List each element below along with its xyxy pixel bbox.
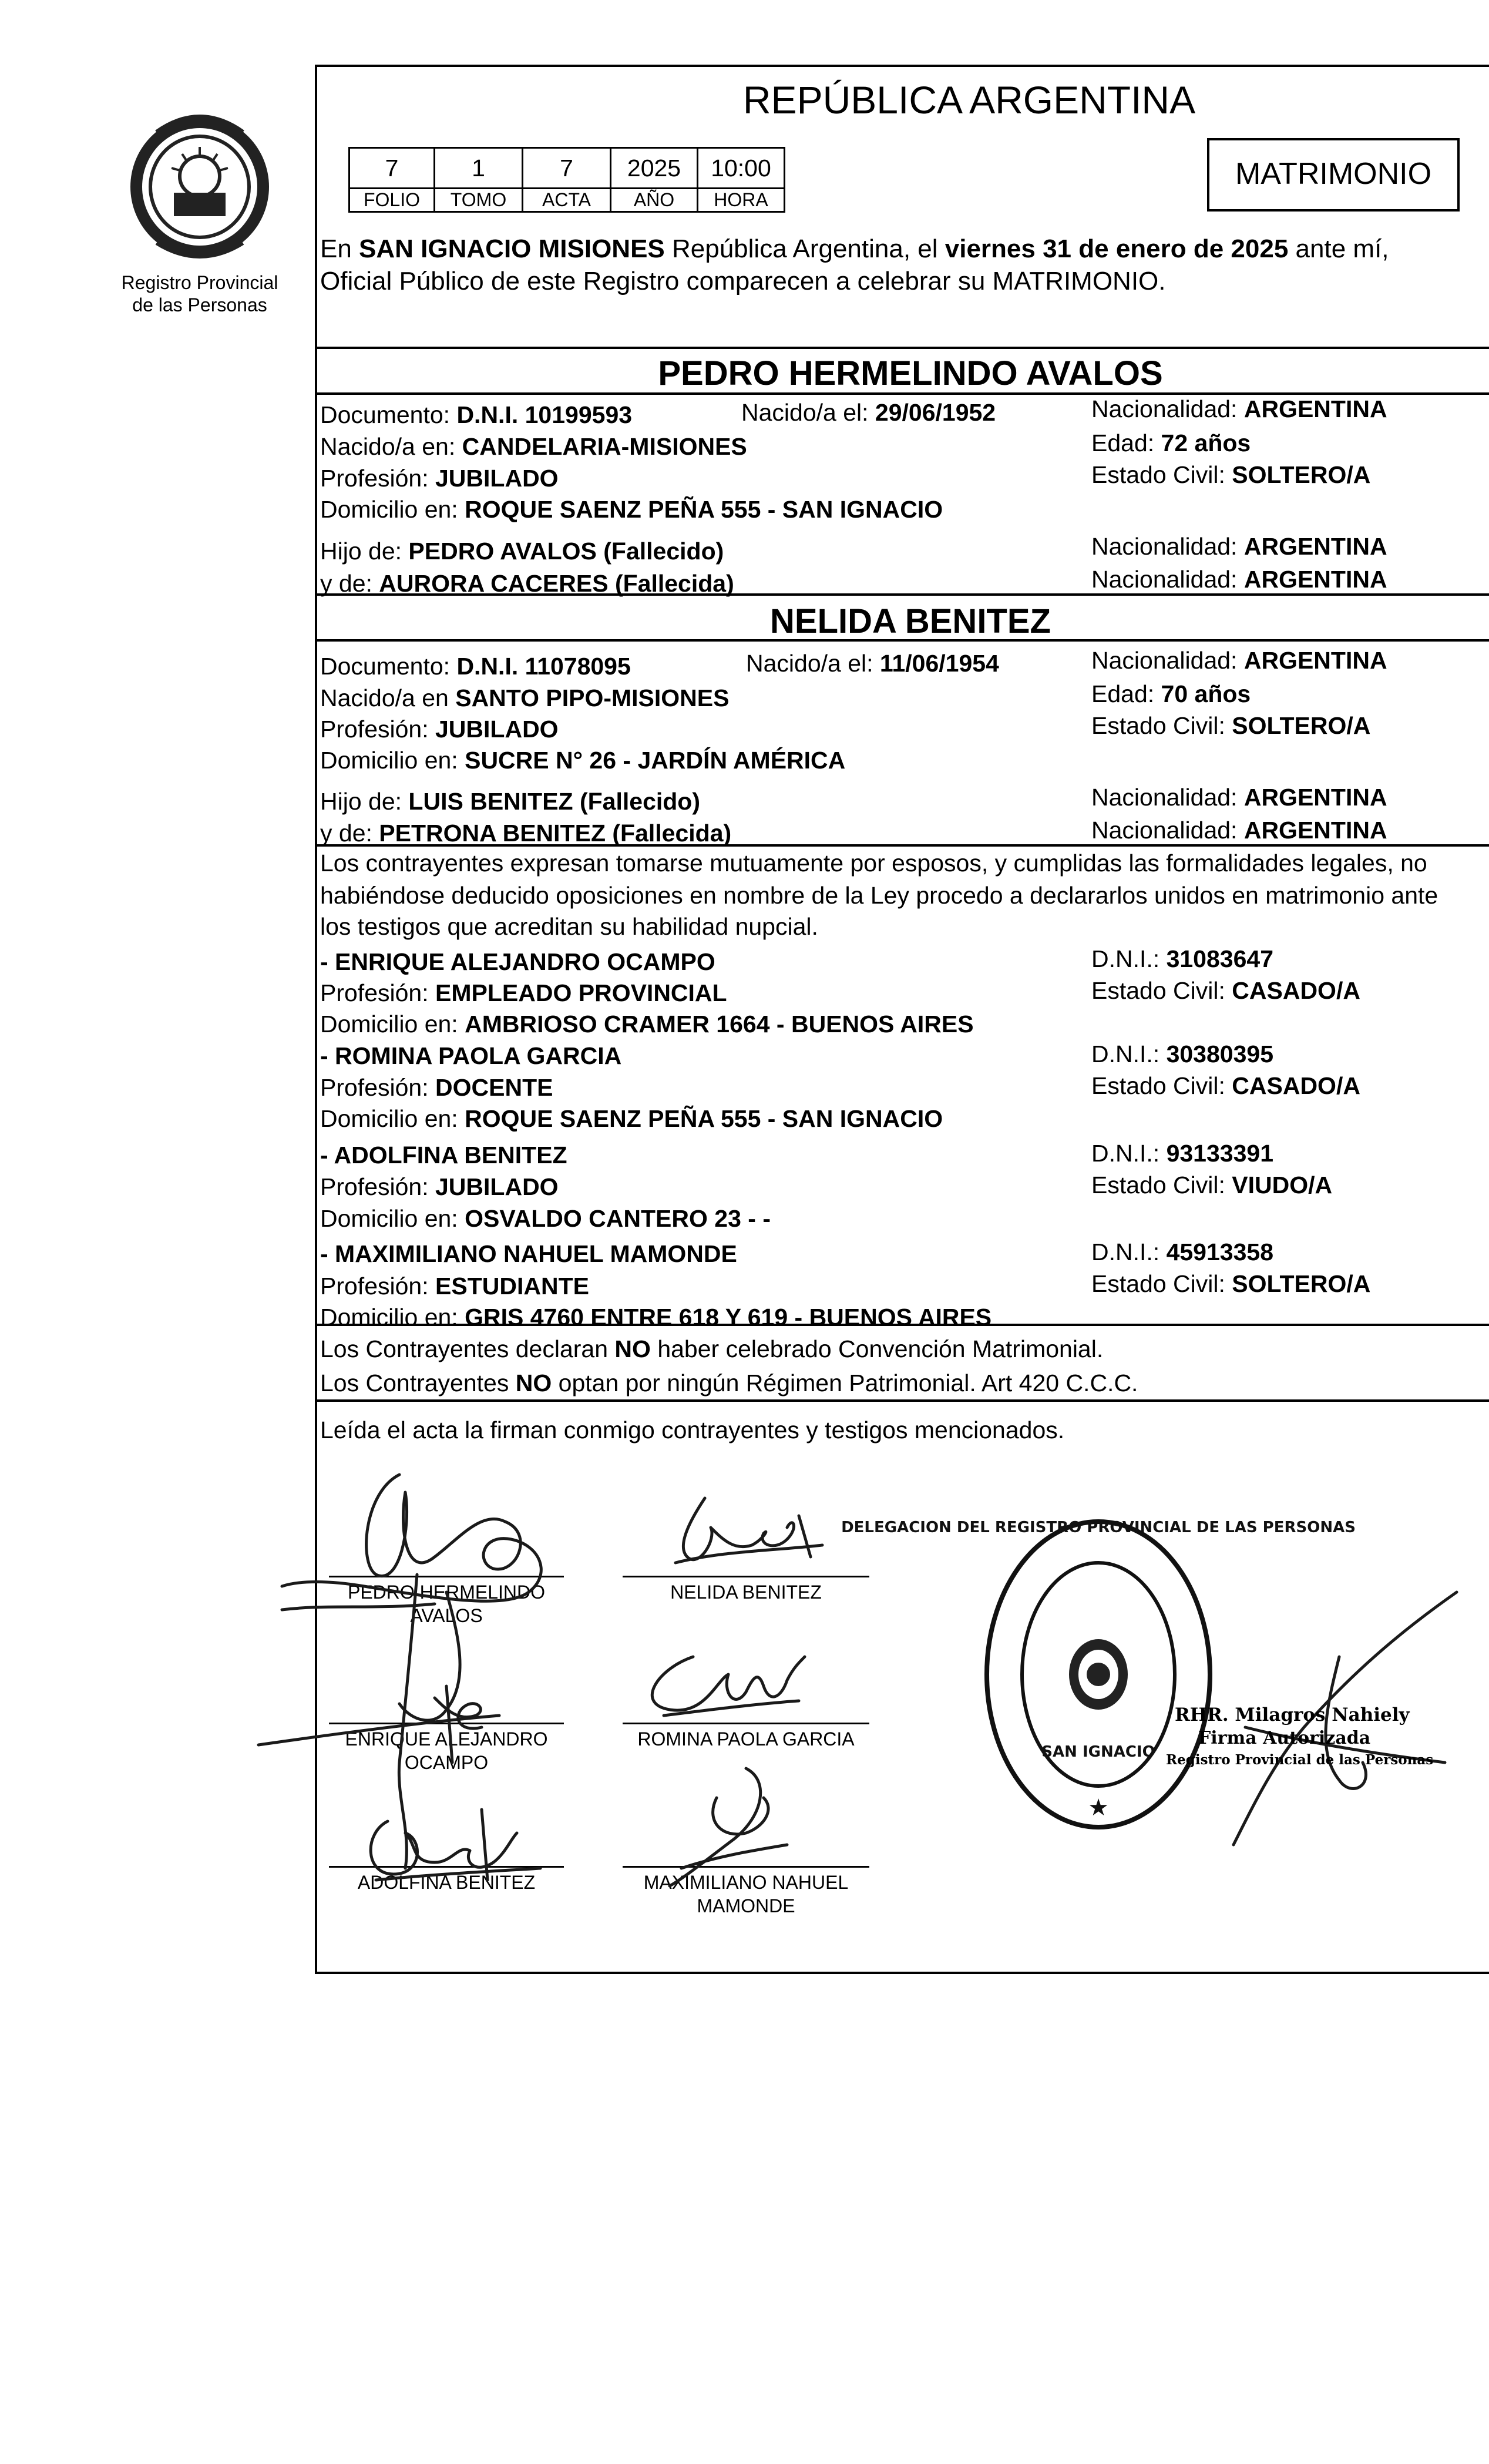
sig1-label-line1: PEDRO HERMELINDO	[347, 1582, 546, 1603]
spouse1-document: Documento: D.N.I. 10199593	[320, 401, 633, 428]
hora-label: HORA	[698, 189, 785, 213]
spouse1-nationality: Nacionalidad: ARGENTINA	[1091, 395, 1387, 422]
spouse1-mother-nationality: Nacionalidad: ARGENTINA	[1091, 566, 1387, 593]
folio-value: 7	[348, 147, 435, 189]
sig3-label-line1: ENRIQUE ALEJANDRO	[345, 1728, 548, 1750]
spouse2-document: Documento: D.N.I. 11078095	[320, 653, 631, 680]
witness4-civil-status: Estado Civil: SOLTERO/A	[1091, 1270, 1371, 1297]
spouse1-birthdate: Nacido/a el: 29/06/1952	[741, 399, 996, 426]
sig6-label-line1: MAXIMILIANO NAHUEL	[643, 1872, 849, 1893]
witness3-dni: D.N.I.: 93133391	[1091, 1140, 1273, 1167]
spouse1-mother: y de: AURORA CACERES (Fallecida)	[320, 570, 734, 597]
declaration-line2: habiéndose deducido oposiciones en nombre de la Ley procedo a declararlos unidos en matrimonio ante	[320, 882, 1438, 909]
sig6-label-line2: MAMONDE	[697, 1895, 795, 1916]
sig5-label-line1: ADOLFINA BENITEZ	[357, 1872, 536, 1893]
spouse2-age: Edad: 70 años	[1091, 680, 1251, 707]
witness1-dni: D.N.I.: 31083647	[1091, 945, 1273, 972]
spouse2-mother: y de: PETRONA BENITEZ (Fallecida)	[320, 820, 732, 847]
spouse2-father-nationality: Nacionalidad: ARGENTINA	[1091, 784, 1387, 811]
spouse2-father: Hijo de: LUIS BENITEZ (Fallecido)	[320, 788, 701, 815]
witness4-profession: Profesión: ESTUDIANTE	[320, 1273, 589, 1300]
spouse1-civil-status: Estado Civil: SOLTERO/A	[1091, 461, 1371, 488]
hora-value: 10:00	[698, 147, 785, 189]
witness1-profession: Profesión: EMPLEADO PROVINCIAL	[320, 979, 727, 1006]
spouse1-address: Domicilio en: ROQUE SAENZ PEÑA 555 - SAN IGNACIO	[320, 496, 943, 523]
regime-convention: Los Contrayentes declaran NO haber celebrado Convención Matrimonial.	[320, 1335, 1104, 1362]
closing-statement: Leída el acta la firman conmigo contrayentes y testigos mencionados.	[320, 1416, 1065, 1444]
witness2-name: - ROMINA PAOLA GARCIA	[320, 1042, 622, 1069]
act-grid-labels	[348, 189, 785, 213]
spouse1-father: Hijo de: PEDRO AVALOS (Fallecido)	[320, 538, 724, 565]
spouse1-profession: Profesión: JUBILADO	[320, 465, 559, 492]
witness3-address: Domicilio en: OSVALDO CANTERO 23 - -	[320, 1205, 771, 1232]
witness3-name: - ADOLFINA BENITEZ	[320, 1142, 567, 1169]
signature-adolfina-benitez	[352, 1798, 546, 1892]
spouse1-father-nationality: Nacionalidad: ARGENTINA	[1091, 533, 1387, 560]
declaration-line3: los testigos que acreditan su habilidad nupcial.	[320, 913, 818, 940]
spouse2-profession: Profesión: JUBILADO	[320, 716, 559, 743]
spouse1-age: Edad: 72 años	[1091, 429, 1251, 456]
intro-line1: En SAN IGNACIO MISIONES República Argentina, el viernes 31 de enero de 2025 ante mí,	[320, 234, 1389, 263]
witness2-address: Domicilio en: ROQUE SAENZ PEÑA 555 - SAN IGNACIO	[320, 1105, 943, 1132]
sig4-label-line1: ROMINA PAOLA GARCIA	[637, 1728, 855, 1750]
divider-intro	[315, 347, 1489, 349]
spouse2-birthdate: Nacido/a el: 11/06/1954	[746, 650, 999, 677]
witness1-civil-status: Estado Civil: CASADO/A	[1091, 977, 1360, 1004]
act-type-box: MATRIMONIO	[1207, 138, 1460, 212]
frame-bottom-border	[315, 1972, 1489, 1974]
witness4-address: Domicilio en: GRIS 4760 ENTRE 618 Y 619 - BUENOS AIRES	[320, 1304, 992, 1331]
registry-caption-line1: Registro Provincial	[121, 272, 278, 293]
tomo-value: 1	[435, 147, 523, 189]
intro-line2: Oficial Público de este Registro comparecen a celebrar su MATRIMONIO.	[320, 267, 1166, 296]
official-name: RHR. Milagros Nahiely	[1175, 1704, 1410, 1726]
divider-regime-end	[315, 1399, 1489, 1402]
witness2-profession: Profesión: DOCENTE	[320, 1074, 553, 1101]
witness3-civil-status: Estado Civil: VIUDO/A	[1091, 1171, 1333, 1199]
official-registry: Registro Provincial de las Personas	[1166, 1752, 1434, 1768]
signature-enrique-ocampo	[253, 1674, 558, 1768]
anio-value: 2025	[611, 147, 698, 189]
stamp-inner-text: SAN IGNACIO	[1041, 1743, 1155, 1761]
witness2-dni: D.N.I.: 30380395	[1091, 1040, 1273, 1067]
frame-top-border	[315, 65, 1489, 67]
sig2-label-line1: NELIDA BENITEZ	[670, 1582, 822, 1603]
spouse2-mother-nationality: Nacionalidad: ARGENTINA	[1091, 817, 1387, 844]
spouse2-civil-status: Estado Civil: SOLTERO/A	[1091, 712, 1371, 739]
registry-caption-line2: de las Personas	[132, 294, 267, 315]
sig3-label-line2: OCAMPO	[404, 1752, 489, 1773]
witness3-profession: Profesión: JUBILADO	[320, 1173, 559, 1200]
spouse1-name: PEDRO HERMELINDO AVALOS	[658, 354, 1163, 392]
witness2-civil-status: Estado Civil: CASADO/A	[1091, 1072, 1360, 1099]
folio-label: FOLIO	[348, 189, 435, 213]
declaration-line1: Los contrayentes expresan tomarse mutuamente por esposos, y cumplidas las formalidades legales, no	[320, 850, 1427, 877]
stamp-ring-text: DELEGACION DEL REGISTRO PROVINCIAL DE LAS PERSONAS	[841, 1519, 1356, 1536]
witness4-name: - MAXIMILIANO NAHUEL MAMONDE	[320, 1240, 737, 1267]
tomo-label: TOMO	[435, 189, 523, 213]
spouse2-address: Domicilio en: SUCRE N° 26 - JARDÍN AMÉRICA	[320, 747, 846, 774]
signature-nelida-benitez	[652, 1492, 828, 1586]
spouse1-birthplace: Nacido/a en: CANDELARIA-MISIONES	[320, 433, 747, 460]
acta-value: 7	[523, 147, 611, 189]
act-grid-values	[348, 147, 785, 189]
signature-maximiliano-mamonde	[646, 1763, 799, 1892]
anio-label: AÑO	[611, 189, 698, 213]
regime-patrimonial: Los Contrayentes NO optan por ningún Régimen Patrimonial. Art 420 C.C.C.	[320, 1369, 1138, 1397]
sig1-label-line2: AVALOS	[410, 1605, 483, 1626]
witness4-dni: D.N.I.: 45913358	[1091, 1238, 1273, 1265]
witness1-address: Domicilio en: AMBRIOSO CRAMER 1664 - BUENOS AIRES	[320, 1011, 974, 1038]
stamp-star-icon: ★	[1088, 1794, 1109, 1821]
official-title: Firma Autorizada	[1198, 1728, 1371, 1748]
signature-romina-garcia	[623, 1645, 811, 1727]
spouse2-name: NELIDA BENITEZ	[770, 602, 1051, 640]
acta-label: ACTA	[523, 189, 611, 213]
registry-seal-logo	[117, 112, 282, 264]
witness1-name: - ENRIQUE ALEJANDRO OCAMPO	[320, 948, 715, 975]
spouse2-nationality: Nacionalidad: ARGENTINA	[1091, 647, 1387, 674]
country-title: REPÚBLICA ARGENTINA	[742, 78, 1196, 122]
spouse2-birthplace: Nacido/a en SANTO PIPO-MISIONES	[320, 684, 730, 711]
